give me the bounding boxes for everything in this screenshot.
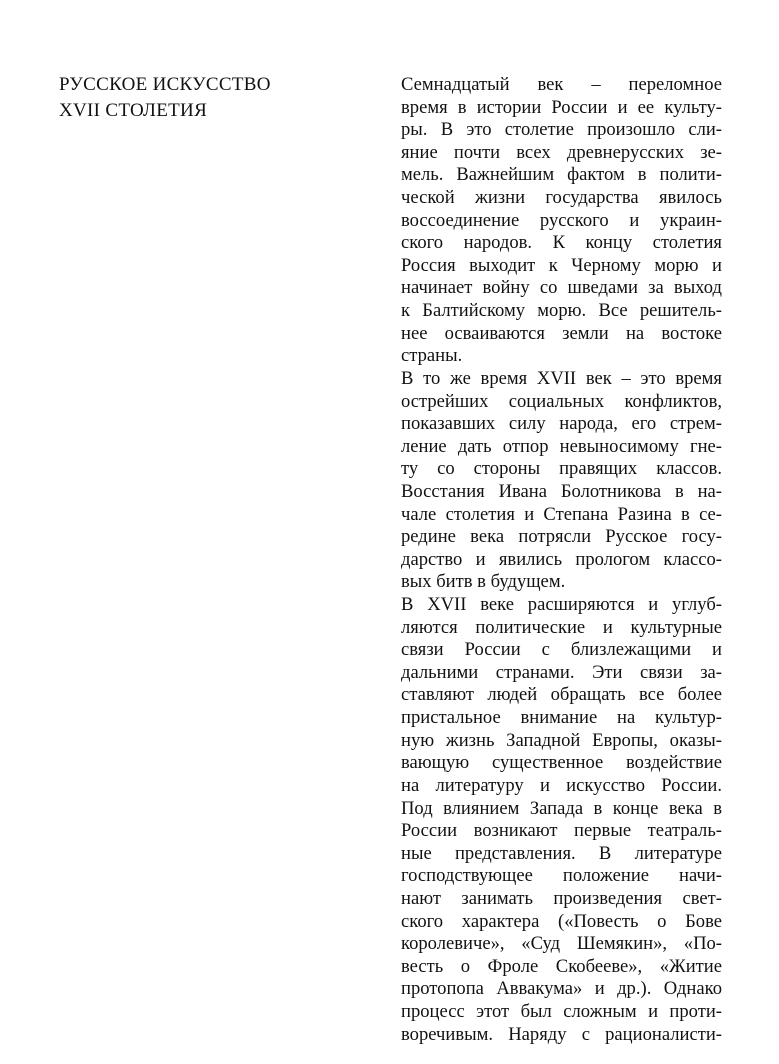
text-line: Восстания Ивана Болотникова в на- — [401, 480, 722, 502]
text-line: ского народов. К концу столетия — [401, 232, 722, 254]
text-line: редине века потрясли Русское госу- — [401, 526, 722, 548]
text-line: время в истории России и ее культу- — [401, 96, 722, 118]
text-line: Россия выходит к Черному морю и — [401, 254, 722, 276]
text-line: ные представления. В литературе — [401, 842, 722, 864]
text-line: ту со стороны правящих классов. — [401, 458, 722, 480]
text-line: к Балтийскому морю. Все решитель- — [401, 300, 722, 322]
text-line: чале столетия и Степана Разина в се- — [401, 503, 722, 525]
text-line: связи России с близлежащими и — [401, 639, 722, 661]
text-line: начинает войну со шведами за выход — [401, 277, 722, 299]
text-line: протопопа Аввакума» и др.). Однако — [401, 978, 722, 1000]
text-line: на литературу и искусство России. — [401, 774, 722, 796]
text-line: показавших силу народа, его стрем- — [401, 413, 722, 435]
text-line: дальними странами. Эти связи за- — [401, 661, 722, 683]
text-line: яние почти всех древнерусских зе- — [401, 141, 722, 163]
text-line: вающую существенное воздействие — [401, 752, 722, 774]
heading-line-1: РУССКОЕ ИСКУССТВО — [59, 74, 271, 95]
text-line: воречивым. Наряду с рационалисти- — [401, 1023, 722, 1045]
text-line: России возникают первые театраль- — [401, 820, 722, 842]
text-line: ческой жизни государства явилось — [401, 187, 722, 209]
text-line: ление дать отпор невыносимому гне- — [401, 435, 722, 457]
text-line: господствующее положение начи- — [401, 865, 722, 887]
text-line: нее осваиваются земли на востоке — [401, 322, 722, 344]
text-line: дарство и явились прологом классо- — [401, 548, 722, 570]
text-line: нают занимать произведения свет- — [401, 887, 722, 909]
text-line: ляются политические и культурные — [401, 616, 722, 638]
text-line: вых битв в будущем. — [401, 571, 566, 593]
text-line: страны. — [401, 345, 463, 367]
text-line: пристальное внимание на культур- — [401, 707, 722, 729]
text-line: Семнадцатый век – переломное — [401, 74, 722, 95]
paragraph — [401, 594, 722, 1046]
text-line: ского характера («Повесть о Бове — [401, 910, 722, 932]
paragraph — [401, 74, 722, 368]
text-line: мель. Важнейшим фактом в полити- — [401, 164, 722, 186]
text-line: ры. В это столетие произошло сли- — [401, 119, 722, 141]
text-line: Под влиянием Запада в конце века в — [401, 797, 722, 819]
text-line: процесс этот был сложным и проти- — [401, 1000, 722, 1022]
text-line: В XVII веке расширяются и углуб- — [401, 594, 722, 616]
text-line: ную жизнь Западной Европы, оказы- — [401, 729, 722, 751]
text-line: королевиче», «Суд Шемякин», «По- — [401, 933, 722, 955]
paragraph — [401, 368, 722, 594]
text-line: воссоединение русского и украин- — [401, 209, 722, 231]
text-line: В то же время XVII век – это время — [401, 367, 722, 389]
body-text-column — [401, 74, 722, 1046]
text-line: весть о Фроле Скобееве», «Житие — [401, 955, 722, 977]
page-heading — [59, 72, 359, 124]
text-line: острейших социальных конфликтов, — [401, 390, 722, 412]
heading-line-2: XVII СТОЛЕТИЯ — [59, 100, 208, 121]
text-line: ставляют людей обращать все более — [401, 684, 722, 706]
